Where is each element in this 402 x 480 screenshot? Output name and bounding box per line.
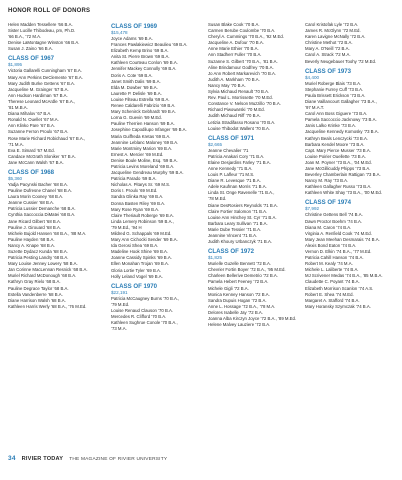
donor-name: Capt. Mary Pierce Musser ’73 B.A.: [305, 147, 371, 153]
donor-name: Anne Kennedy ’71 B.A.: [208, 165, 253, 171]
donor-name: Kathleen White Shay ’73 B.A., ’00 M.Ed.: [305, 190, 382, 196]
donor-name: Doris I. Proulx ’69 M.Ed.: [111, 188, 158, 194]
donor-name: Louise Filteau Estrella ’69 B.A.: [111, 96, 170, 102]
donor-name: Virginia A. Renfield Cook ’74 M.Ed.: [305, 230, 372, 236]
donor-name: Christine Methot ’72 B.A.: [305, 40, 353, 46]
donor-name: Nancy A. Knape ’68 B.A.: [8, 242, 56, 248]
donor-name: Mercedes R. Clifford ’70 B.A.: [111, 314, 167, 320]
class-total-amount: $7,992: [305, 206, 320, 212]
donor-name: Lorna G. Guevin ’69 M.Ed.: [111, 115, 162, 121]
donor-name: Dawn Proctor Boehm ’74 B.A.: [305, 218, 363, 224]
donor-name: Jo Ann Robert Markarevich ’70 B.A.: [208, 70, 277, 76]
donor-name: Anita St. Pierre Brown ’69 B.A.: [111, 54, 170, 60]
donor-name: Jacqueline Gendreau Murphy ’69 B.A.: [111, 170, 184, 176]
donor-name: Jane McGillicuddy Phipps ’73 B.A.: [305, 165, 371, 171]
donor-name: Sylvia Michaud Renault ’70 B.A.: [208, 89, 270, 95]
donor-name: Joanna Alba Kirczyn Joyce ’72 B.A., ’89 M.Ed.: [208, 316, 297, 322]
donor-name: Suzanne Ferron Proulx ’67 B.A.: [8, 129, 69, 135]
donor-name: Suzanne S. Gilbert ’70 B.A., ’81 B.A.: [208, 58, 278, 64]
class-year-heading: CLASS OF 1970: [111, 282, 158, 290]
class-year-heading: CLASS OF 1967: [8, 55, 55, 63]
donor-name: Ellen Monahan Trojan ’69 B.A.: [111, 261, 170, 267]
donor-name: Victoria Gallarelli Cunningham ’67 B.A.: [8, 68, 82, 74]
donor-name: Claire Fortier Salomon ’71 B.A.: [208, 208, 268, 214]
donor-name: Diane R. Levesque ’71 B.A.: [208, 178, 261, 184]
donor-name: Diane Harrison Walsh ’68 B.A.: [8, 297, 66, 303]
donor-name: Ida Gerosi Shea ’69 B.A.: [111, 243, 159, 249]
donor-name: Nancy M. Ray ’73 B.A.: [305, 178, 349, 184]
donor-name: Robert E. Shea ’74 M.Ed.: [305, 291, 354, 297]
donor-name: Gloria Lortie Tyler ’69 B.A.: [111, 267, 162, 273]
donor-name: Judith Michaud Riff ’70 B.A.: [208, 113, 261, 119]
donor-name: Louise Poirier Ouellette ’73 B.A.: [305, 153, 366, 159]
donor-name: Beverly Neugebauer Toohy ’72 M.Ed.: [305, 58, 377, 64]
donor-name: Anne Marie Ethier ’70 B.A.: [208, 46, 259, 52]
donor-name: Sandra Dupuis Hogan ’72 B.A.: [208, 297, 267, 303]
donor-name: Patricia Cahill Hanson ’74 B.A.: [305, 255, 364, 261]
donor-name: Maria Guiffreda Kretas ’69 B.A.: [111, 133, 171, 139]
donor-name: Patricia Pesting Landry ’68 B.A.: [8, 255, 69, 261]
donor-name: Frances Pawlakiewicz Beaulieu ’69 B.A.: [111, 42, 188, 48]
donor-name: Muriel Richard McDonough ’68 B.A.: [8, 273, 77, 279]
donor-name: ’78 M.Ed.: [208, 196, 227, 202]
donor-name: Stephanie Furrey Cuff ’73 B.A.: [305, 86, 364, 92]
donor-name: Eva E. Simard ’67 M.Ed.: [8, 147, 55, 153]
donor-name: Michele Bujold Hansen ’68 B.A., ’88 M.A.: [8, 230, 87, 236]
donor-name: Patricia Parado ’69 B.A.: [111, 176, 157, 182]
donor-name: Doris A. Cote ’69 B.A.: [111, 72, 153, 78]
donor-name: Holly Leland Vogel ’69 B.A.: [111, 273, 163, 279]
class-year-heading: CLASS OF 1974: [305, 199, 352, 207]
donor-name: Denise Boule Moline, Esq. ’69 B.A.: [111, 157, 178, 163]
donor-name: Madeline Hook Shine ’69 B.A.: [111, 249, 169, 255]
donor-name: Anne L. Hossage ’72 B.A., ’78 M.A.: [208, 303, 276, 309]
donor-name: Patricia McCaugney Burns ’70 B.A.,: [111, 295, 180, 301]
donor-name: Helen Madden Tessellere ’66 B.A.: [8, 22, 73, 27]
donor-name: Carol Ann Boss Giguere ’73 B.A.: [305, 111, 368, 117]
donor-name: Christine Gettens Bell ’74 B.A.: [305, 212, 363, 218]
donor-name: Cynthia Saccoccia DiMatei ’68 B.A.: [8, 212, 76, 218]
class-year-heading: CLASS OF 1973: [305, 67, 352, 75]
donor-name: Mary A. O’Neill ’72 B.A.: [305, 46, 350, 52]
class-year-heading: CLASS OF 1968: [8, 168, 55, 176]
donor-name: ’79 M.Ed., ’94 H: [111, 224, 142, 230]
class-year-heading: CLASS OF 1971: [208, 134, 255, 142]
donor-name: Josephine Capodilupo Infanger ’69 B.A.: [111, 127, 187, 133]
donor-name: Vernon D. Elkin ’74 B.A., ’77 M.Ed.: [305, 249, 372, 254]
donor-name: Mary Rose Ryan ’69 B.A.: [111, 206, 160, 212]
donor-name: Michele Gigli ’72 B.A.: [208, 285, 249, 291]
page-number: 34: [8, 455, 16, 462]
donor-name: Delores Isabelle Jay ’72 B.A.: [208, 309, 263, 315]
donor-name: Yadja Pacynski Bacher ’68 B.A.: [8, 181, 69, 187]
donor-name: Mary Ann Cichocki Sender ’69 B.A.: [111, 237, 178, 243]
donor-name: Chevrier Fortin Boyer ’72 B.A., ’95 M.Ed.: [208, 267, 286, 273]
donor-name: Elaine Desjardins Farley ’71 B.A.: [208, 159, 271, 165]
donor-name: Claire Theriault Roberge ’69 B.A.: [111, 212, 174, 218]
donor-name: Carol A. Strack ’72 M.A.: [305, 52, 351, 58]
donor-name: Mary Ann Perkins DeClemente ’67 B.A.: [8, 74, 83, 80]
class-year-heading: CLASS OF 1969: [111, 23, 158, 30]
donor-name: Mary Schenirck Gebhardt ’69 B.A.: [111, 109, 176, 115]
donor-name: Candace McGrath Sloniker ’67 B.A.: [8, 153, 76, 159]
donor-name: Monica Kenney Hanson ’72 B.A.: [208, 291, 270, 297]
donor-name: Pauline Hayden ’68 B.A.: [8, 236, 55, 242]
donor-name: Robert M. Kealy ’74 M.A.: [305, 261, 353, 267]
donor-name: Louise Thibodot Wallent ’70 B.A.: [208, 125, 271, 131]
donor-name: Laurette P. Delisle ’69 B.A.: [111, 90, 162, 96]
donor-name: Jennifer Mackey Connolly ’69 B.A.: [111, 66, 177, 72]
donor-name: Janis Lalko Krinke ’73 B.A.: [305, 123, 357, 129]
donor-name: Murielle Guzelle Bennett ’72 B.A.: [208, 261, 272, 267]
donor-name: Constance V. Nelson Muzzillo ’70 B.A.: [208, 101, 281, 107]
donor-name: Diana Mihalov ’67 B.A.: [8, 111, 52, 117]
donor-name: Muriel Roberge Blais ’73 B.A.: [305, 80, 362, 86]
donor-name: Alexis Bond Eaton ’74 B.A.: [305, 242, 357, 248]
donor-name: Pauline Therrien Hanson ’69 B.A.: [111, 121, 175, 127]
donor-name: Helene Malvey Lauziere ’72 B.A.: [208, 322, 271, 328]
donor-name: Pauline Dufresne Chanel ’68 B.A.: [8, 188, 73, 194]
donor-name: ’71 M.A.: [8, 141, 24, 147]
class-total-amount: $15,478: [111, 30, 128, 35]
donor-name: Susan J. Zaino ’66 B.A.: [8, 46, 53, 52]
donor-name: Ernest A. Mercier ’69 M.Ed.: [111, 151, 164, 157]
page-title: HONOR ROLL OF DONORS: [8, 8, 91, 14]
donor-name: Jacqueline M. Grainger ’67 B.A.: [8, 86, 69, 92]
donor-name: Linda St. Onge Ravenelle ’71 B.A.,: [208, 190, 275, 196]
donor-name: Pamela Hebert Feeney ’72 B.A.: [208, 279, 269, 285]
donor-name: Susan Blake Cook ’70 B.A.: [208, 22, 260, 27]
donor-name: Karen Lavigne McNally ’72 B.A.: [305, 34, 366, 40]
donor-name: Janet Smith Dalis ’69 B.A.: [111, 78, 161, 84]
donor-name: MJ Scrivener Medas ’74 B.A., ’85 M.B.A.: [305, 273, 383, 279]
class-total-amount: $22,191: [111, 289, 128, 295]
donor-name: Kathleen Sughrue Conole ’70 B.A.,: [111, 320, 178, 326]
donor-name: Paula Brissett Erickson ’73 B.A.: [305, 92, 366, 98]
donor-name: Laura Morin Cooney ’68 B.A.: [8, 194, 64, 200]
donor-name: Charleen Bellerive Demetrio ’72 B.A.: [208, 273, 278, 279]
donor-name: Jeanne Chevalier ’71: [208, 147, 249, 153]
donor-name: Nancy May ’70 B.A.: [208, 82, 246, 88]
donor-name: Estella Vandenberre ’68 B.A.: [8, 291, 63, 297]
donor-column-4: [305, 22, 400, 310]
magazine-name: RIVIER TODAY: [21, 456, 64, 462]
donor-name: Barbara Leary Sullivan ’71 B.A.: [208, 220, 268, 226]
donor-name: ’97 M.A.T.: [305, 105, 325, 111]
donor-name: Pauline Degrace Taylor ’68 B.A.: [8, 285, 69, 291]
donor-name: Claudette C. Poyant ’74 B.A.: [305, 279, 360, 285]
donor-name: Jane McCann Walsh ’67 B.A.: [8, 159, 64, 165]
donor-name: Jeannine Vincent ’71 B.A.: [208, 233, 258, 238]
donor-name: Therese Leonard McArdle ’67 B.A.,: [8, 98, 76, 104]
donor-name: Diana M. Caron ’74 B.A.: [305, 224, 352, 230]
donor-name: Elizabeth Kemp Brino ’69 B.A.: [111, 48, 169, 54]
donor-name: Judith A. Markham ’70 B.A.: [208, 76, 260, 82]
donor-name: Ann Stadherr Fuller ’70 B.A.: [208, 52, 262, 58]
donor-name: Sandra Glinka Ray ’69 B.A.: [111, 194, 164, 200]
donor-name: Jan Corinne MacLennan Resnick ’68 B.A.: [8, 267, 88, 273]
donor-name: Diane DesRosiers Reynolds ’71 B.A.: [208, 202, 278, 208]
donor-column-1: [8, 22, 103, 310]
donor-name: Cheryl A. Cummings ’70 B.A., ’92 M.Ed.: [208, 34, 284, 40]
donor-name: ’66 B.A., ’72 M.A.: [8, 34, 42, 40]
donor-name: Joan M. Poyner ’73 B.A., ’04 M.Ed.: [305, 159, 372, 165]
donor-name: Jacqueline A. Dufour ’70 B.A.: [208, 40, 264, 46]
donor-name: ’79 M.Ed.: [111, 301, 130, 307]
donor-name: Louise Ann Hinchey St. Cyr ’71 B.A.: [208, 214, 277, 220]
donor-name: Letizia Stradifasso Rosano ’70 B.A.: [208, 119, 276, 125]
class-year-heading: CLASS OF 1972: [208, 248, 255, 256]
donor-name: Patricia Lussier Demanche ’68 B.A.: [8, 206, 76, 212]
donor-name: Jeannine Leblanc Maloney ’69 B.A.: [111, 139, 179, 145]
donor-name: Marie Dube Tessier ’71 B.A.: [208, 226, 262, 232]
donor-name: Mary Horansky Szymczak ’74 B.A.: [305, 303, 371, 309]
donor-name: Renee Caldarelli Fabrizio ’69 B.A.: [111, 103, 176, 109]
donor-name: Barbara Kendel Moore ’73 B.A.: [305, 141, 365, 147]
donor-name: Rose Marie Richard Robichaud ’67 B.A.,: [8, 135, 86, 141]
class-total-amount: $4,400: [305, 74, 320, 80]
donor-name: Marie Montminy Marion ’69 B.A.: [111, 145, 173, 151]
donor-name: Denise LaMontagne Winston ’66 B.A.: [8, 40, 80, 46]
donor-name: Donna Basten Riley ’69 B.A.: [111, 200, 166, 206]
donor-name: Michele L. Laliberte ’74 B.A.: [305, 267, 359, 273]
donor-name: Adele Kaufman Morris ’71 B.A.: [208, 184, 267, 190]
donor-name: Rev. Paul L. Morrissette ’70 M.Ed.: [208, 95, 273, 101]
donor-name: Beverley Chamberlain Rattigan ’73 B.A.: [305, 172, 381, 178]
donor-name: ’81 M.B.A.: [8, 105, 28, 111]
donor-name: ’73 M.A.: [111, 326, 127, 332]
class-total-amount: $5,360: [8, 175, 23, 181]
donor-name: Patricia Levins Moreland ’69 B.A.: [111, 163, 175, 169]
donor-name: Jacqueline Kennedy Komosky ’73 B.A.: [305, 129, 379, 135]
donor-name: Diane Vaillancourt Gallagher ’73 B.A.,: [305, 98, 377, 104]
donor-name: Richard Piwowarski ’70 M.Ed.: [208, 107, 265, 113]
donor-column-2: [111, 20, 206, 332]
donor-name: Mary Louise Jenney Lowery ’68 B.A.: [8, 261, 78, 267]
donor-name: Nicholas A. Pitarys Sr. ’69 M.S.: [111, 182, 171, 188]
donor-name: Sister Lucille Thibodeau, pm, Ph.D.: [8, 28, 76, 34]
donor-name: Kathleen Courteau Conlon ’69 B.A.: [111, 60, 178, 66]
donor-name: Mildred G. Schappals ’69 M.Ed.: [111, 231, 172, 236]
class-total-amount: $1,895: [8, 62, 23, 68]
donor-name: Patricia Anakari Cory ’71 B.A.: [208, 153, 265, 159]
donor-name: Ann Hudson Hardiman ’67 B.A.: [8, 92, 68, 98]
donor-name: Ronald N. Ouellet ’67 M.A.: [8, 117, 59, 123]
donor-name: Joanne Cassidy Spinks ’69 B.A.: [111, 255, 172, 261]
donor-name: Mary Jean Meehan Desmarais ’74 B.A.: [305, 236, 380, 242]
donor-name: Louise Renaud Clauson ’70 B.A.: [111, 307, 174, 313]
donor-name: Jeanne Cussier ’68 B.A.: [8, 200, 55, 206]
donor-name: Suzette Dydacz Kunda ’68 B.A.: [8, 249, 68, 254]
class-total-amount: $2,665: [208, 141, 223, 147]
donor-name: Joyce Adams ’69 B.A.: [111, 36, 153, 41]
donor-name: Kathryn Gray Rielo ’68 B.A.: [8, 279, 61, 285]
donor-name: Kathryn Beals Lenczycki ’73 B.A.: [305, 135, 369, 141]
donor-name: Aline Brindamour Godfrey ’70 B.A.: [208, 64, 274, 70]
donor-name: James R. McGlynn ’72 M.Ed.: [305, 28, 361, 34]
donor-name: Pamela Saccoccio Jacknowy ’73 B.A.: [305, 117, 377, 123]
donor-name: Elda M. Dowber ’69 B.A.: [111, 84, 158, 90]
donor-name: Judith Khoury Urbanczyk ’71 B.A.: [208, 239, 273, 245]
donor-name: Carol Kristofak Lyle ’72 B.A.: [305, 22, 359, 27]
donor-name: Louis P. Lafleur ’71 M.S.: [208, 172, 255, 178]
donor-name: Jane Ricard Gilbert ’68 B.A.: [8, 218, 62, 224]
donor-name: Linda Lemery Robinson ’69 B.A.,: [111, 218, 174, 224]
donor-name: Elizabeth Morrison Scanlon ’74 A.S.: [305, 285, 374, 291]
donor-name: Carmen Berube Coulombe ’70 B.A.: [208, 28, 276, 34]
page-footer: [8, 455, 167, 462]
donor-name: Pauline J. Girouard ’68 B.A.: [8, 224, 62, 230]
magazine-subtitle: THE MAGAZINE OF RIVIER UNIVERSITY: [69, 457, 168, 462]
donor-name: Ann Klinko Pare ’67 B.A.: [8, 123, 56, 129]
donor-name: Margaret A. Stafford ’74 B.A.: [305, 297, 360, 303]
donor-column-3: [208, 22, 303, 328]
donor-name: Kathleen Harris Werly ’68 B.A., ’76 M.Ed.: [8, 303, 87, 309]
donor-name: Mary Judith Burke Gettens ’67 B.A.: [8, 80, 76, 86]
class-total-amount: $1,825: [208, 255, 223, 261]
donor-name: Kathleen Gallagher Russo ’73 B.A.: [305, 184, 372, 190]
